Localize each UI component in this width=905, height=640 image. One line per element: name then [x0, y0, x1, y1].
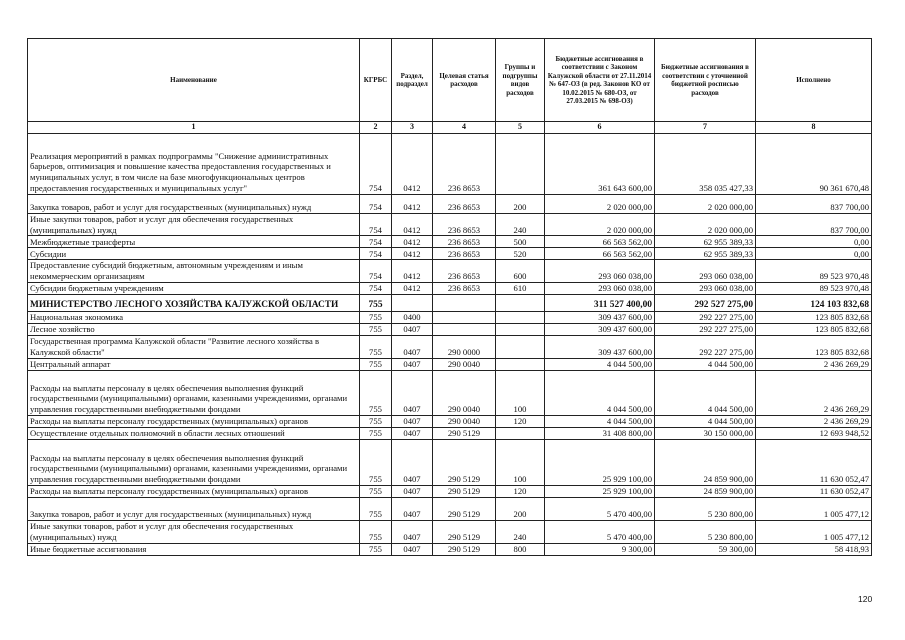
cell-target	[433, 323, 496, 335]
table-row	[28, 260, 872, 283]
cell-group: 200	[496, 497, 545, 520]
cell-executed: 2 436 269,29	[756, 358, 872, 370]
cell-kgrbs: 754	[360, 133, 392, 194]
cell-target: 290 0040	[433, 358, 496, 370]
cell-law: 4 044 500,00	[545, 370, 655, 415]
cell-kgrbs: 755	[360, 427, 392, 439]
cell-group	[496, 294, 545, 311]
budget-table	[27, 38, 872, 556]
column-number: 5	[496, 122, 545, 134]
cell-razdel: 0412	[392, 260, 433, 283]
cell-executed: 2 436 269,29	[756, 370, 872, 415]
table-row	[28, 194, 872, 213]
cell-kgrbs: 755	[360, 439, 392, 485]
cell-refined: 30 150 000,00	[655, 427, 756, 439]
cell-kgrbs: 755	[360, 520, 392, 543]
cell-razdel: 0407	[392, 335, 433, 358]
cell-name: Закупка товаров, работ и услуг для государственных (муниципальных) нужд	[28, 497, 360, 520]
cell-razdel: 0412	[392, 248, 433, 260]
cell-name: Центральный аппарат	[28, 358, 360, 370]
cell-target: 290 5129	[433, 520, 496, 543]
table-row	[28, 439, 872, 485]
cell-razdel: 0407	[392, 520, 433, 543]
cell-target: 290 5129	[433, 497, 496, 520]
cell-refined: 358 035 427,33	[655, 133, 756, 194]
cell-kgrbs: 755	[360, 497, 392, 520]
table-row	[28, 323, 872, 335]
cell-target: 236 8653	[433, 133, 496, 194]
cell-kgrbs: 755	[360, 370, 392, 415]
cell-group: 800	[496, 543, 545, 555]
cell-executed: 11 630 052,47	[756, 439, 872, 485]
cell-name: Иные закупки товаров, работ и услуг для обеспечения государственных (муниципальных) нужд	[28, 213, 360, 236]
header-row	[28, 39, 872, 122]
cell-razdel: 0407	[392, 323, 433, 335]
cell-executed: 0,00	[756, 248, 872, 260]
cell-kgrbs: 754	[360, 282, 392, 294]
cell-law: 4 044 500,00	[545, 358, 655, 370]
header-kgrbs: КГРБС	[360, 39, 392, 122]
cell-law: 311 527 400,00	[545, 294, 655, 311]
cell-executed: 837 700,00	[756, 194, 872, 213]
cell-kgrbs: 755	[360, 543, 392, 555]
cell-law: 25 929 100,00	[545, 439, 655, 485]
cell-name: Субсидии	[28, 248, 360, 260]
cell-group: 500	[496, 236, 545, 248]
table-row	[28, 485, 872, 497]
header-name: Наименование	[28, 39, 360, 122]
cell-executed: 1 005 477,12	[756, 497, 872, 520]
cell-executed: 89 523 970,48	[756, 260, 872, 283]
cell-group	[496, 133, 545, 194]
cell-refined: 2 020 000,00	[655, 194, 756, 213]
cell-kgrbs: 754	[360, 194, 392, 213]
cell-refined: 293 060 038,00	[655, 282, 756, 294]
cell-group: 100	[496, 370, 545, 415]
column-number: 8	[756, 122, 872, 134]
cell-name: Расходы на выплаты персоналу государственных (муниципальных) органов	[28, 485, 360, 497]
column-number: 2	[360, 122, 392, 134]
cell-group: 120	[496, 415, 545, 427]
cell-law: 9 300,00	[545, 543, 655, 555]
cell-group: 100	[496, 439, 545, 485]
cell-razdel	[392, 294, 433, 311]
cell-name: Расходы на выплаты персоналу в целях обеспечения выполнения функций государственными (муниципальными) органами, казенными учреждениями, органами управления государственными внебюджетными фондами	[28, 439, 360, 485]
cell-target: 290 5129	[433, 543, 496, 555]
cell-executed: 1 005 477,12	[756, 520, 872, 543]
cell-kgrbs: 755	[360, 415, 392, 427]
cell-executed: 123 805 832,68	[756, 335, 872, 358]
cell-law: 309 437 600,00	[545, 335, 655, 358]
cell-executed: 11 630 052,47	[756, 485, 872, 497]
cell-refined: 62 955 389,33	[655, 236, 756, 248]
header-refined: Бюджетные ассигнования в соответствии с уточненной бюджетной росписью расходов	[655, 39, 756, 122]
cell-kgrbs: 754	[360, 236, 392, 248]
table-row	[28, 213, 872, 236]
cell-name: Государственная программа Калужской области "Развитие лесного хозяйства в Калужской области"	[28, 335, 360, 358]
header-law: Бюджетные ассигнования в соответствии с Законом Калужской области от 27.11.2014 № 647-ОЗ (в ред. Законов КО от 10.02.2015 № 680-ОЗ, от 27.03.2015 № 698-ОЗ)	[545, 39, 655, 122]
cell-target: 290 0000	[433, 335, 496, 358]
cell-group	[496, 311, 545, 323]
cell-name: Субсидии бюджетным учреждениям	[28, 282, 360, 294]
cell-kgrbs: 754	[360, 213, 392, 236]
cell-target: 236 8653	[433, 236, 496, 248]
cell-executed: 90 361 670,48	[756, 133, 872, 194]
cell-refined: 292 227 275,00	[655, 311, 756, 323]
cell-name: Иные бюджетные ассигнования	[28, 543, 360, 555]
cell-name: Расходы на выплаты персоналу в целях обеспечения выполнения функций государственными (муниципальными) органами, казенными учреждениями, органами управления государственными внебюджетными фондами	[28, 370, 360, 415]
header-group: Группы и подгруппы видов расходов	[496, 39, 545, 122]
cell-target	[433, 294, 496, 311]
cell-law: 66 563 562,00	[545, 236, 655, 248]
cell-kgrbs: 755	[360, 311, 392, 323]
cell-law: 293 060 038,00	[545, 282, 655, 294]
column-number: 7	[655, 122, 756, 134]
cell-razdel: 0412	[392, 133, 433, 194]
cell-razdel: 0412	[392, 282, 433, 294]
header-target: Целевая статья расходов	[433, 39, 496, 122]
cell-name: МИНИСТЕРСТВО ЛЕСНОГО ХОЗЯЙСТВА КАЛУЖСКОЙ ОБЛАСТИ	[28, 294, 360, 311]
cell-name: Закупка товаров, работ и услуг для государственных (муниципальных) нужд	[28, 194, 360, 213]
table-row	[28, 248, 872, 260]
column-number-row	[28, 122, 872, 134]
cell-razdel: 0407	[392, 497, 433, 520]
table-row	[28, 294, 872, 311]
cell-target: 236 8653	[433, 282, 496, 294]
cell-law: 66 563 562,00	[545, 248, 655, 260]
table-row	[28, 427, 872, 439]
header-razdel: Раздел, подраздел	[392, 39, 433, 122]
cell-target: 290 5129	[433, 427, 496, 439]
table-row	[28, 543, 872, 555]
table-row	[28, 335, 872, 358]
cell-law: 5 470 400,00	[545, 520, 655, 543]
table-row	[28, 311, 872, 323]
budget-document-page	[27, 38, 871, 556]
cell-group: 120	[496, 485, 545, 497]
cell-group: 600	[496, 260, 545, 283]
cell-name: Осуществление отдельных полномочий в области лесных отношений	[28, 427, 360, 439]
cell-name: Национальная экономика	[28, 311, 360, 323]
cell-refined: 4 044 500,00	[655, 370, 756, 415]
cell-razdel: 0407	[392, 427, 433, 439]
cell-executed: 837 700,00	[756, 213, 872, 236]
cell-law: 5 470 400,00	[545, 497, 655, 520]
cell-name: Предоставление субсидий бюджетным, автономным учреждениям и иным некоммерческим организациям	[28, 260, 360, 283]
cell-target	[433, 311, 496, 323]
cell-refined: 293 060 038,00	[655, 260, 756, 283]
cell-target: 236 8653	[433, 213, 496, 236]
cell-executed: 2 436 269,29	[756, 415, 872, 427]
cell-target: 290 5129	[433, 439, 496, 485]
cell-refined: 24 859 900,00	[655, 485, 756, 497]
cell-refined: 4 044 500,00	[655, 415, 756, 427]
cell-kgrbs: 755	[360, 294, 392, 311]
table-row	[28, 520, 872, 543]
cell-kgrbs: 755	[360, 358, 392, 370]
cell-razdel: 0400	[392, 311, 433, 323]
table-row	[28, 282, 872, 294]
cell-group	[496, 427, 545, 439]
cell-name: Межбюджетные трансферты	[28, 236, 360, 248]
cell-target: 290 5129	[433, 485, 496, 497]
cell-group: 240	[496, 213, 545, 236]
cell-law: 31 408 800,00	[545, 427, 655, 439]
cell-refined: 24 859 900,00	[655, 439, 756, 485]
cell-group: 200	[496, 194, 545, 213]
cell-kgrbs: 755	[360, 323, 392, 335]
cell-executed: 123 805 832,68	[756, 323, 872, 335]
cell-refined: 292 227 275,00	[655, 335, 756, 358]
table-row	[28, 497, 872, 520]
cell-target: 236 8653	[433, 194, 496, 213]
cell-group: 520	[496, 248, 545, 260]
column-number: 1	[28, 122, 360, 134]
cell-razdel: 0412	[392, 236, 433, 248]
cell-law: 293 060 038,00	[545, 260, 655, 283]
cell-group	[496, 358, 545, 370]
cell-executed: 89 523 970,48	[756, 282, 872, 294]
cell-group	[496, 335, 545, 358]
cell-name: Реализация мероприятий в рамках подпрограммы "Снижение административных барьеров, оптимизация и повышение качества предоставления государственных и муниципальных услуг, в том числе на базе многофункциональных центров предоставления государственных и муниципальных услуг"	[28, 133, 360, 194]
cell-refined: 292 227 275,00	[655, 323, 756, 335]
cell-group: 610	[496, 282, 545, 294]
cell-group: 240	[496, 520, 545, 543]
cell-law: 25 929 100,00	[545, 485, 655, 497]
column-number: 4	[433, 122, 496, 134]
cell-name: Расходы на выплаты персоналу государственных (муниципальных) органов	[28, 415, 360, 427]
cell-razdel: 0407	[392, 358, 433, 370]
cell-law: 361 643 600,00	[545, 133, 655, 194]
cell-group	[496, 323, 545, 335]
cell-executed: 12 693 948,52	[756, 427, 872, 439]
column-number: 6	[545, 122, 655, 134]
cell-executed: 0,00	[756, 236, 872, 248]
cell-refined: 59 300,00	[655, 543, 756, 555]
cell-executed: 58 418,93	[756, 543, 872, 555]
cell-name: Лесное хозяйство	[28, 323, 360, 335]
cell-executed: 123 805 832,68	[756, 311, 872, 323]
cell-law: 2 020 000,00	[545, 194, 655, 213]
cell-law: 309 437 600,00	[545, 323, 655, 335]
cell-target: 236 8653	[433, 260, 496, 283]
table-row	[28, 415, 872, 427]
cell-razdel: 0407	[392, 439, 433, 485]
cell-razdel: 0407	[392, 485, 433, 497]
table-body	[28, 133, 872, 555]
cell-refined: 5 230 800,00	[655, 520, 756, 543]
cell-refined: 62 955 389,33	[655, 248, 756, 260]
cell-kgrbs: 755	[360, 485, 392, 497]
cell-razdel: 0407	[392, 543, 433, 555]
cell-refined: 4 044 500,00	[655, 358, 756, 370]
cell-razdel: 0412	[392, 213, 433, 236]
cell-refined: 292 527 275,00	[655, 294, 756, 311]
table-row	[28, 133, 872, 194]
cell-executed: 124 103 832,68	[756, 294, 872, 311]
header-executed: Исполнено	[756, 39, 872, 122]
cell-law: 2 020 000,00	[545, 213, 655, 236]
cell-razdel: 0412	[392, 194, 433, 213]
cell-refined: 2 020 000,00	[655, 213, 756, 236]
table-row	[28, 358, 872, 370]
cell-kgrbs: 754	[360, 248, 392, 260]
cell-target: 290 0040	[433, 415, 496, 427]
cell-kgrbs: 754	[360, 260, 392, 283]
cell-law: 4 044 500,00	[545, 415, 655, 427]
cell-name: Иные закупки товаров, работ и услуг для обеспечения государственных (муниципальных) нужд	[28, 520, 360, 543]
column-number: 3	[392, 122, 433, 134]
cell-target: 290 0040	[433, 370, 496, 415]
cell-kgrbs: 755	[360, 335, 392, 358]
table-row	[28, 370, 872, 415]
table-row	[28, 236, 872, 248]
cell-law: 309 437 600,00	[545, 311, 655, 323]
cell-refined: 5 230 800,00	[655, 497, 756, 520]
page-number: 120	[858, 594, 873, 604]
cell-razdel: 0407	[392, 370, 433, 415]
cell-target: 236 8653	[433, 248, 496, 260]
cell-razdel: 0407	[392, 415, 433, 427]
